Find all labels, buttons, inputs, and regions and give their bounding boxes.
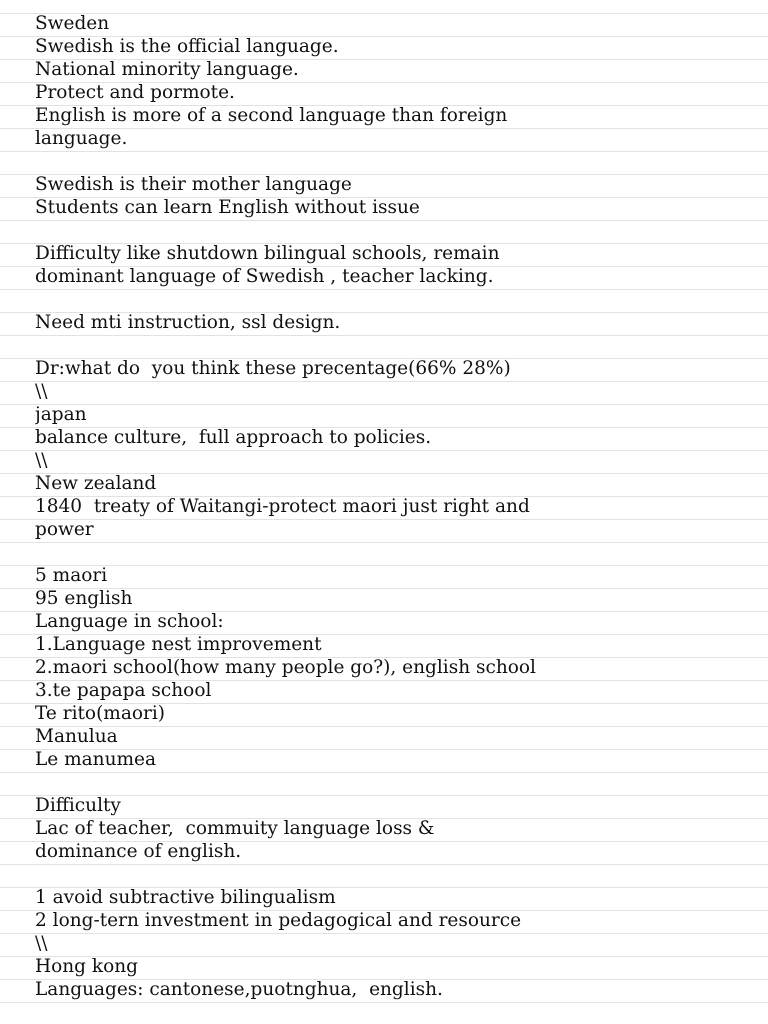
note-line [35, 150, 760, 173]
note-line [35, 334, 760, 357]
note-line: 1840 treaty of Waitangi-protect maori just right and [35, 496, 530, 517]
note-line: Le manumea [35, 749, 157, 770]
note-line: 2 long-tern investment in pedagogical and resource [35, 910, 522, 931]
note-line: dominant language of Swedish , teacher lacking. [35, 266, 494, 287]
note-line: power [35, 519, 94, 540]
note-line: Difficulty [35, 795, 121, 816]
note-line: Manulua [35, 726, 118, 747]
note-line: Dr:what do you think these precentage(66% 28%) [35, 358, 511, 379]
note-line [35, 771, 760, 794]
note-line: Te rito(maori) [35, 703, 165, 724]
note-line: \\ [35, 450, 48, 471]
note-lines [35, 12, 760, 1001]
note-line: japan [35, 404, 87, 425]
note-line: New zealand [35, 473, 157, 494]
note-line: Language in school: [35, 611, 224, 632]
note-line: 5 maori [35, 565, 108, 586]
note-line: 95 english [35, 588, 133, 609]
note-line [35, 288, 760, 311]
note-line: Languages: cantonese,puotnghua, english. [35, 979, 443, 1000]
note-line: dominance of english. [35, 841, 242, 862]
note-line: balance culture, full approach to policies. [35, 427, 432, 448]
note-line: Swedish is the official language. [35, 36, 339, 57]
note-line: Need mti instruction, ssl design. [35, 312, 341, 333]
note-line: English is more of a second language than foreign [35, 105, 508, 126]
note-line: 1.Language nest improvement [35, 634, 322, 655]
note-line: Difficulty like shutdown bilingual schools, remain [35, 243, 500, 264]
note-line [35, 541, 760, 564]
note-line: language. [35, 128, 128, 149]
note-line: Hong kong [35, 956, 139, 977]
note-line: Students can learn English without issue [35, 197, 420, 218]
note-line: National minority language. [35, 59, 299, 80]
note-line: 3.te papapa school [35, 680, 212, 701]
note-line: 1 avoid subtractive bilingualism [35, 887, 336, 908]
note-line [35, 219, 760, 242]
note-line: Protect and pormote. [35, 82, 235, 103]
note-line: Lac of teacher, commuity language loss & [35, 818, 435, 839]
note-line: Swedish is their mother language [35, 174, 352, 195]
note-line: 2.maori school(how many people go?), english school [35, 657, 536, 678]
note-line: \\ [35, 933, 48, 954]
note-line [35, 863, 760, 886]
note-line: Sweden [35, 13, 110, 34]
note-line: \\ [35, 381, 48, 402]
